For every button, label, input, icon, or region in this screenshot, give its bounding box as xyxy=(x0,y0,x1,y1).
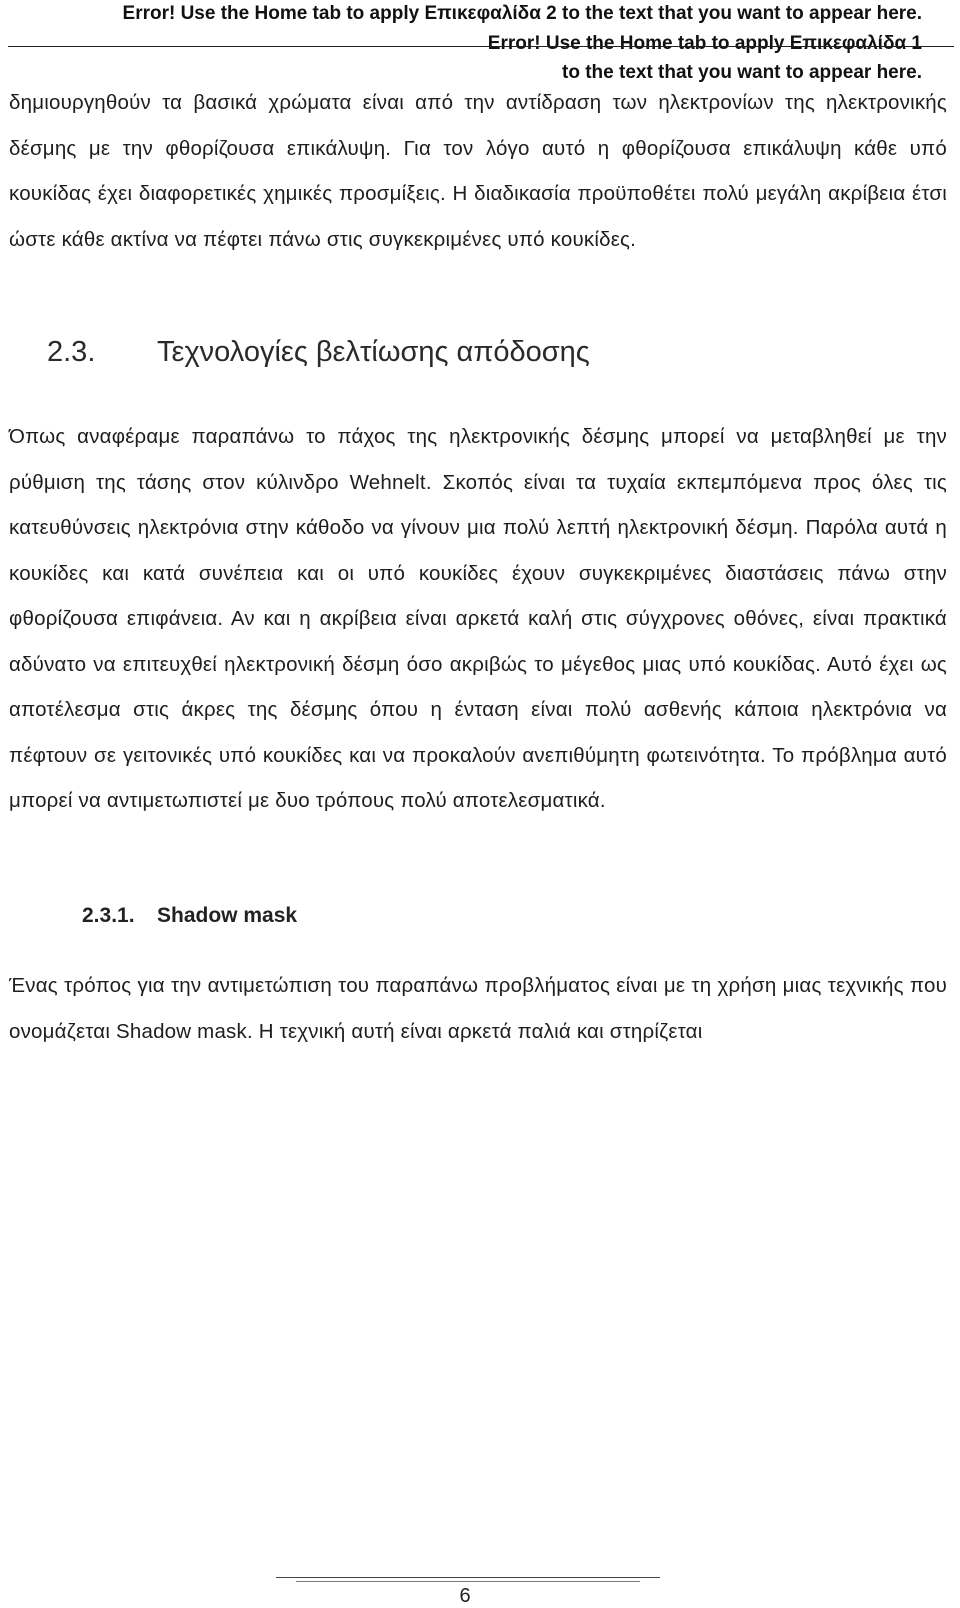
subsection-heading-number: 2.3.1. xyxy=(82,904,135,927)
page-header xyxy=(123,0,922,86)
subsection-heading-text: Shadow mask xyxy=(157,904,298,927)
section-heading-text: Τεχνολογίες βελτίωσης απόδοσης xyxy=(157,336,590,368)
subsection-heading xyxy=(82,904,297,928)
paragraph-2: Όπως αναφέραμε παραπάνω το πάχος της ηλεκτρονικής δέσμης μπορεί να μεταβληθεί με την ρύθμιση της τάσης στον κύλινδρο Wehnelt. Σκοπός είναι τα τυχαία εκπεμπόμενα προς όλες τις κατευθύνσεις ηλεκτρόνια στην κάθοδο να γίνουν μια πολύ λεπτή ηλεκτρονική δέσμη. Παρόλα αυτά η κουκίδες και κατά συνέπεια και οι υπό κουκίδες έχουν συγκεκριμένες διαστάσεις πάνω στην φθορίζουσα επιφάνεια. Αν και η ακρίβεια είναι αρκετά καλή στις σύγχρονες οθόνες, είναι πρακτικά αδύνατο να επιτευχθεί ηλεκτρονική δέσμη όσο ακριβώς το μέγεθος μιας υπό κουκίδας. Αυτό έχει ως αποτέλεσμα στις άκρες της δέσμης όπου η ένταση είναι πολύ ασθενής κάποια ηλεκτρόνια να πέφτουν σε γειτονικές υπό κουκίδες και να προκαλούν ανεπιθύμητη φωτεινότητα. Το πρόβλημα αυτό μπορεί να αντιμετωπιστεί με δυο τρόπους πολύ αποτελεσματικά. xyxy=(9,425,947,812)
header-line-3: to the text that you want to appear here. xyxy=(562,62,922,83)
header-divider xyxy=(8,46,954,47)
footer-divider-inner xyxy=(296,1581,640,1582)
header-line-1: Error! Use the Home tab to apply Επικεφαλίδα 2 to the text that you want to appear here. xyxy=(122,3,922,24)
footer-divider xyxy=(276,1577,660,1578)
section-heading-number: 2.3. xyxy=(47,336,96,368)
page-number: 6 xyxy=(459,1585,471,1607)
paragraph-1: δημιουργηθούν τα βασικά χρώματα είναι από την αντίδραση των ηλεκτρονίων της ηλεκτρονικής δέσμης με την φθορίζουσα επικάλυψη. Για τον λόγο αυτό η φθορίζουσα επικάλυψη κάθε υπό κουκίδας έχει διαφορετικές χημικές προσμίξεις. Η διαδικασία προϋποθέτει πολύ μεγάλη ακρίβεια έτσι ώστε κάθε ακτίνα να πέφτει πάνω στις συγκεκριμένες υπό κουκίδες. xyxy=(9,91,947,251)
paragraph-3: Ένας τρόπος για την αντιμετώπιση του παραπάνω προβλήματος είναι με τη χρήση μιας τεχνικής που ονομάζεται Shadow mask. Η τεχνική αυτή είναι αρκετά παλιά και στηρίζεται xyxy=(9,974,947,1043)
section-heading xyxy=(47,336,590,369)
header-line-2: Error! Use the Home tab to apply Επικεφαλίδα 1 xyxy=(487,33,922,54)
